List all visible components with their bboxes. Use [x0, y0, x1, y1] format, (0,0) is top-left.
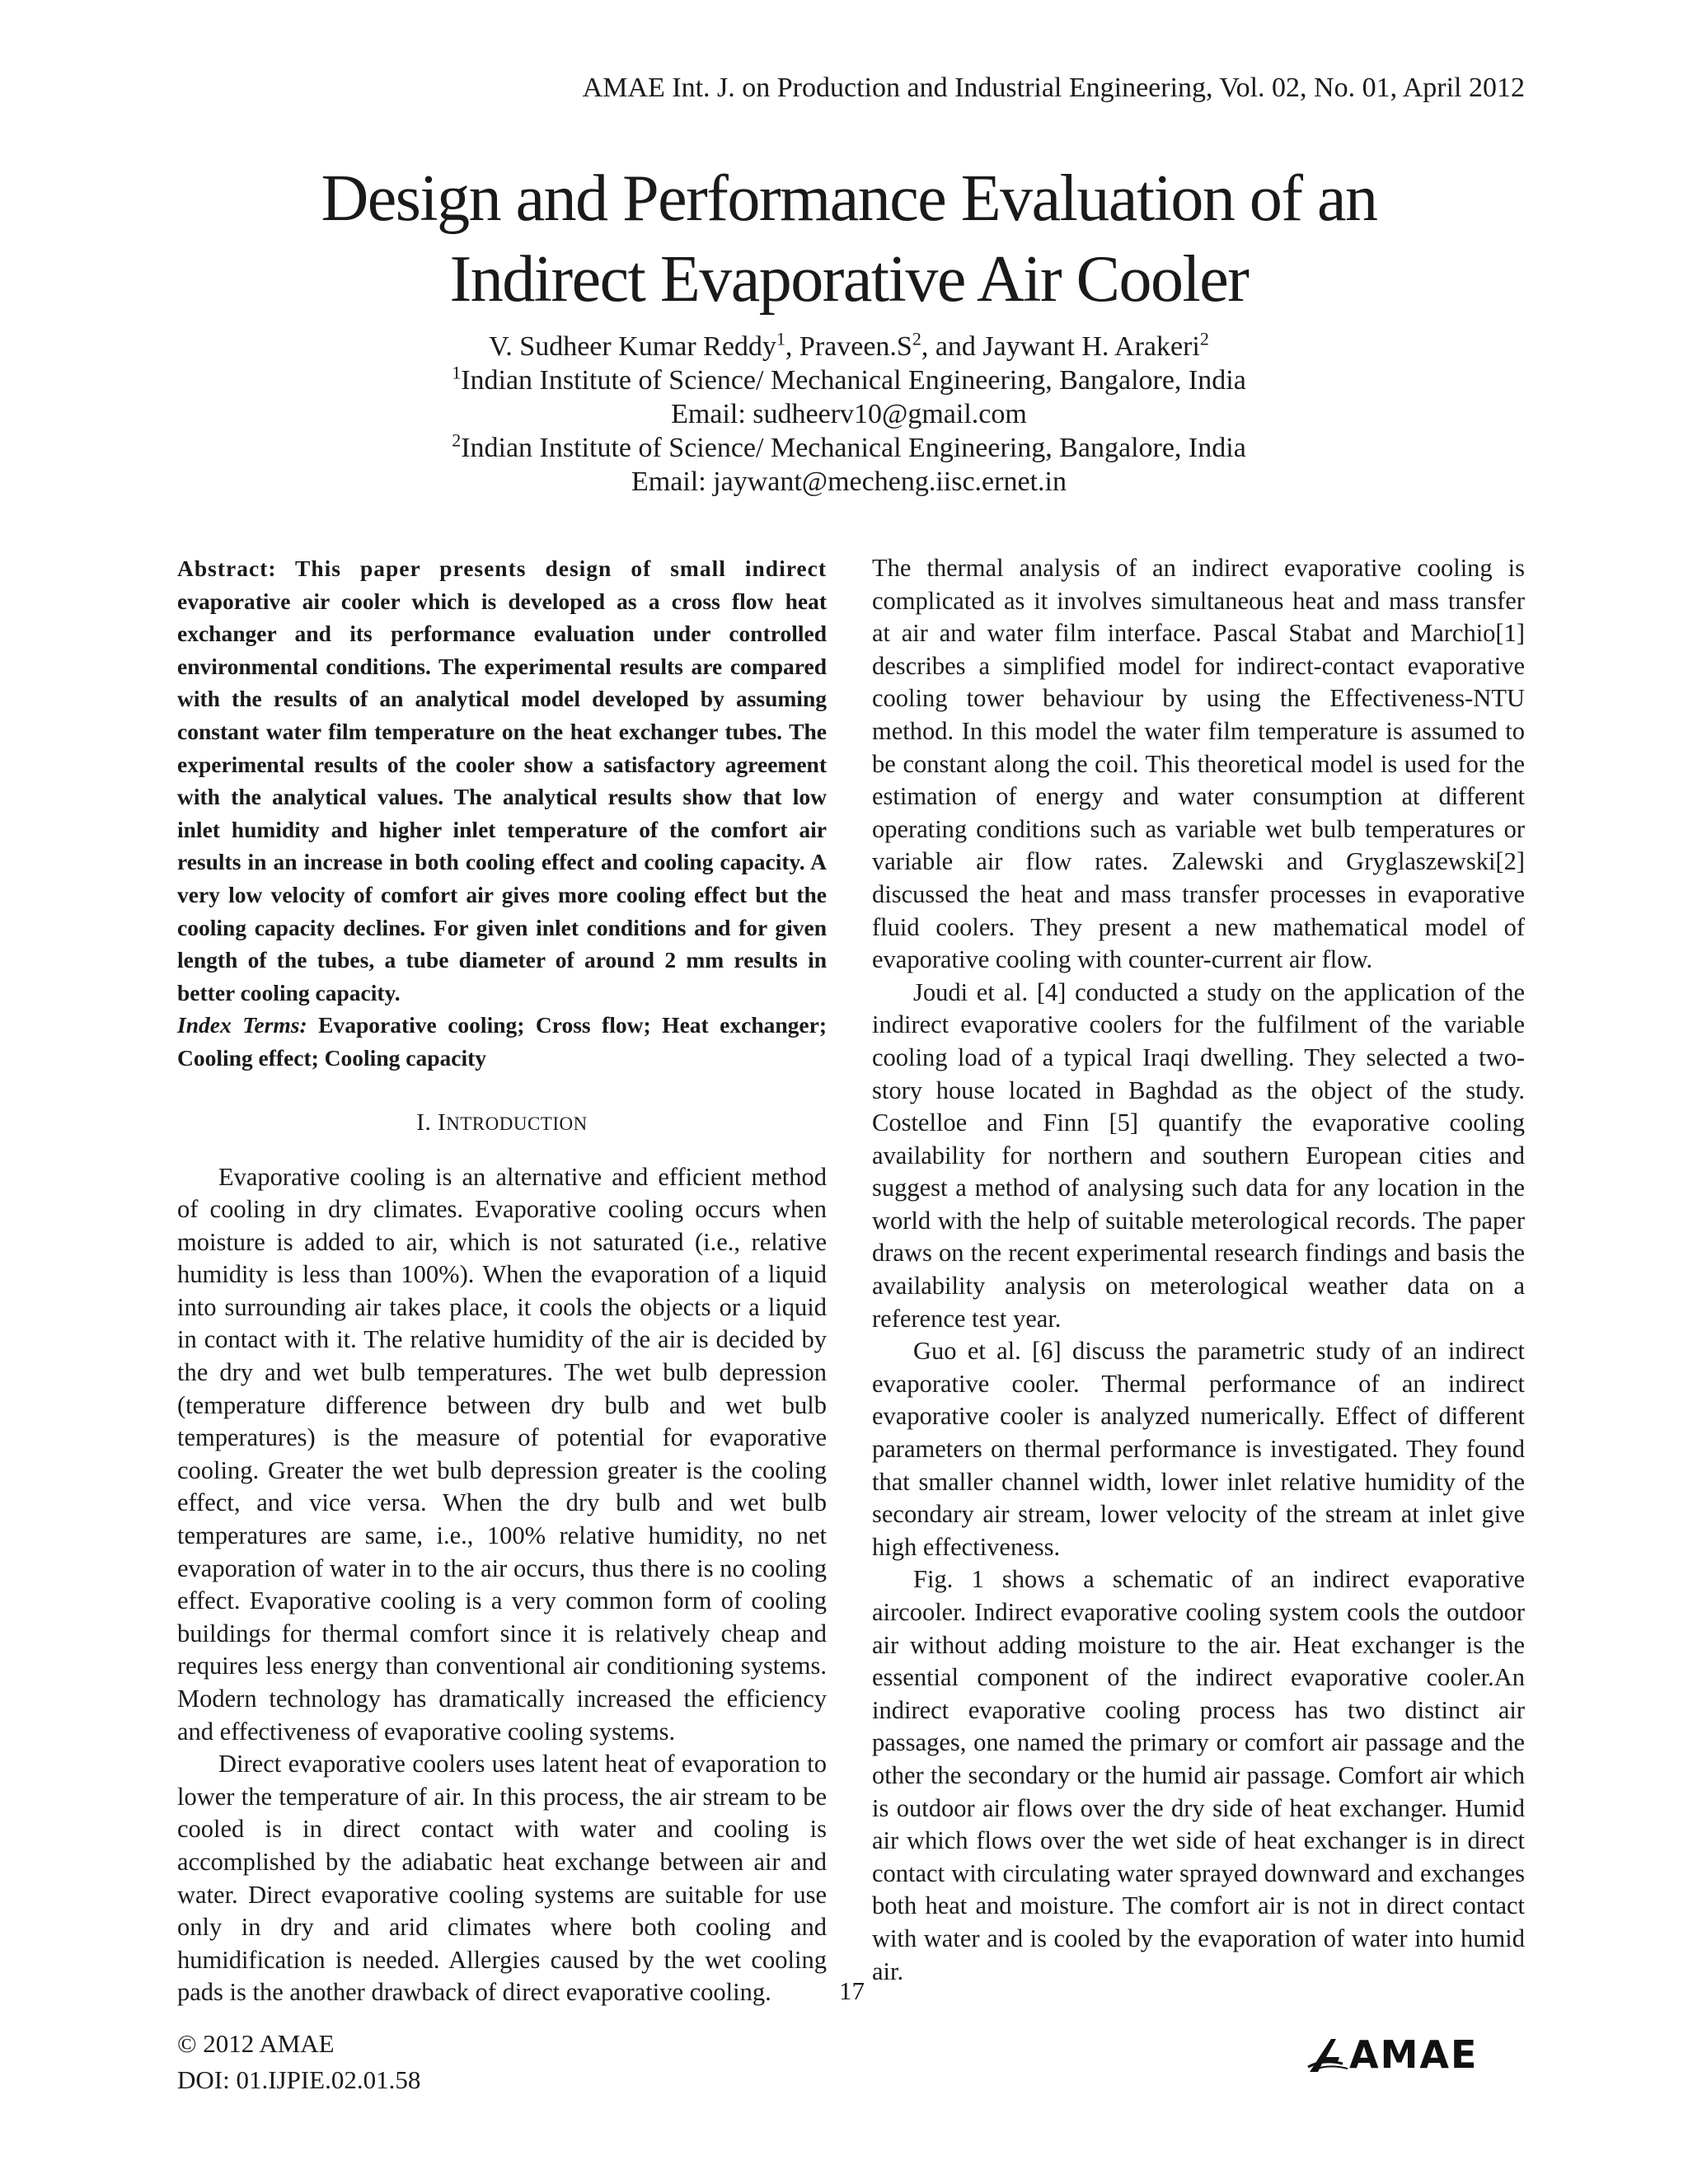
amae-logo-icon: [1306, 2034, 1354, 2075]
index-terms-text: Evaporative cooling; Cross flow; Heat exchanger; Cooling effect; Cooling capacity: [177, 1012, 827, 1071]
paragraph: Guo et al. [6] discuss the parametric study of an indirect evaporative cooler. Thermal performance of an indirect evaporative cooler is analyzed numerically. Effect of different parameters on thermal performance is investigated. They found that smaller channel width, lower inlet relative humidity of the secondary air stream, lower velocity of the stream at inlet give high effectiveness.: [872, 1337, 1525, 1561]
copyright: © 2012 AMAE: [177, 2029, 335, 2058]
author-block: [124, 330, 1574, 499]
amae-logo: [1306, 2034, 1529, 2075]
author-2: Praveen.S: [799, 331, 912, 362]
author-3: Jaywant H. Arakeri: [982, 331, 1200, 362]
affiliation-1: [124, 363, 1574, 397]
section-name: NTRODUCTION: [446, 1113, 588, 1134]
paragraph: The thermal analysis of an indirect evaporative cooling is complicated as it involves simultaneous heat and mass transfer at air and water film interface. Pascal Stabat and Marchio[1] describes a simplified model for indirect-contact evaporative cooling tower behaviour by using the Effectiveness-NTU method. In this model the water film temperature is assumed to be constant along the coil. This theoretical model is used for the estimation of energy and water consumption at different operating conditions such as variable wet bulb temperatures or variable air flow rates. Zalewski and Gryglaszewski[2] discussed the heat and mass transfer processes in evaporative fluid coolers. They present a new mathematical model of evaporative cooling with counter-current air flow.: [872, 554, 1525, 974]
author-1: V. Sudheer Kumar Reddy: [489, 331, 776, 362]
left-column: [177, 552, 827, 2009]
paragraph: Evaporative cooling is an alternative and efficient method of cooling in dry climates. Evaporative cooling occurs when moisture is added to air, which is not saturated (i.e., relative humidity is less than 100%). When the evaporation of a liquid into surrounding air takes place, it cools the objects or a liquid in contact with it. The relative humidity of the air is decided by the dry and wet bulb temperatures. The wet bulb depression (temperature difference between dry bulb and wet bulb temperatures) is the measure of potential for evaporative cooling. Greater the wet bulb depression greater is the cooling effect, and vice versa. When the dry bulb and wet bulb temperatures are same, i.e., 100% relative humidity, no net evaporation of water in to the air occurs, thus there is no cooling effect. Evaporative cooling is a very common form of cooling buildings for thermal comfort since it is relatively cheap and requires less energy than conventional air conditioning systems. Modern technology has dramatically increased the efficiency and effectiveness of evaporative cooling systems.: [177, 1162, 827, 1746]
index-terms: [177, 1009, 827, 1074]
author-names: [124, 330, 1574, 363]
author-1-sup: 1: [776, 328, 785, 349]
logo-text: AMAE: [1349, 2032, 1479, 2077]
author-sep-2: , and: [921, 331, 983, 362]
abstract-lead: Abstract: This paper presents design of small indirect: [177, 555, 827, 581]
author-sep-1: ,: [785, 331, 799, 362]
left-body-text: [177, 1161, 827, 2009]
email-2: Email: jaywant@mecheng.iisc.ernet.in: [631, 466, 1067, 497]
index-terms-label: Index Terms:: [177, 1012, 307, 1038]
footer-left: [177, 2026, 420, 2098]
title-line-2: Indirect Evaporative Air Cooler: [449, 243, 1249, 316]
right-body-text: [872, 552, 1525, 1988]
author-3-sup: 2: [1199, 328, 1209, 349]
abstract-text: evaporative air cooler which is developed as a cross flow heat exchanger and its performance evaluation under controlled environmental conditions. The experimental results are compared with the results of an analytical model developed by assuming constant water film temperature on the heat exchanger tubes. The experimental results of the cooler show a satisfactory agreement with the analytical values. The analytical results show that low inlet humidity and higher inlet temperature of the comfort air results in an increase in both cooling effect and cooling capacity. A very low velocity of comfort air gives more cooling effect but the cooling capacity declines. For given inlet conditions and for given length of the tubes, a tube diameter of around 2 mm results in better cooling capacity.: [177, 588, 827, 1005]
section-number: I. I: [416, 1108, 447, 1136]
affiliation-1-text: Indian Institute of Science/ Mechanical Engineering, Bangalore, India: [461, 365, 1246, 396]
title-line-1: Design and Performance Evaluation of an: [321, 162, 1377, 235]
doi: DOI: 01.IJPIE.02.01.58: [177, 2065, 421, 2094]
paragraph: Joudi et al. [4] conducted a study on the application of the indirect evaporative coolers for the fulfilment of the variable cooling load of a typical Iraqi dwelling. They selected a two-story house located in Baghdad as the object of the study. Costelloe and Finn [5] quantify the evaporative cooling availability for northern and southern European cities and suggest a method of analysing such data for any location in the world with the help of suitable meterological records. The paper draws on the recent experimental research findings and basis the availability analysis on meterological weather data on a reference test year.: [872, 977, 1525, 1333]
affiliation-2: [124, 431, 1574, 465]
section-heading-introduction: [177, 1109, 827, 1137]
affiliation-2-sup: 2: [452, 429, 462, 451]
abstract: [177, 552, 827, 1009]
journal-header: AMAE Int. J. on Production and Industrial Engineering, Vol. 02, No. 01, April 2012: [582, 73, 1525, 103]
affiliation-1-sup: 1: [452, 362, 462, 383]
email-1: Email: sudheerv10@gmail.com: [671, 399, 1027, 429]
affiliation-2-text: Indian Institute of Science/ Mechanical Engineering, Bangalore, India: [461, 433, 1246, 463]
paper-title: [124, 158, 1574, 320]
page-number: 17: [839, 1976, 865, 2005]
right-column: [872, 552, 1525, 1988]
paragraph: Fig. 1 shows a schematic of an indirect evaporative aircooler. Indirect evaporative cooling system cools the outdoor air without adding moisture to the air. Heat exchanger is the essential component of the indirect evaporative cooler.An indirect evaporative cooling process has two distinct air passages, one named the primary or comfort air passage and the other the secondary or the humid air passage. Comfort air which is outdoor air flows over the dry side of heat exchanger. Humid air which flows over the wet side of heat exchanger is in direct contact with circulating water sprayed downward and exchanges both heat and moisture. The comfort air is not in direct contact with water and is cooled by the evaporation of water into humid air.: [872, 1565, 1525, 1985]
author-2-sup: 2: [912, 328, 921, 349]
paragraph: Direct evaporative coolers uses latent heat of evaporation to lower the temperature of air. In this process, the air stream to be cooled is in direct contact with water and cooling is accomplished by the adiabatic heat exchange between air and water. Direct evaporative cooling systems are suitable for use only in dry and arid climates where both cooling and humidification is needed. Allergies caused by the wet cooling pads is the another drawback of direct evaporative cooling.: [177, 1750, 827, 2007]
